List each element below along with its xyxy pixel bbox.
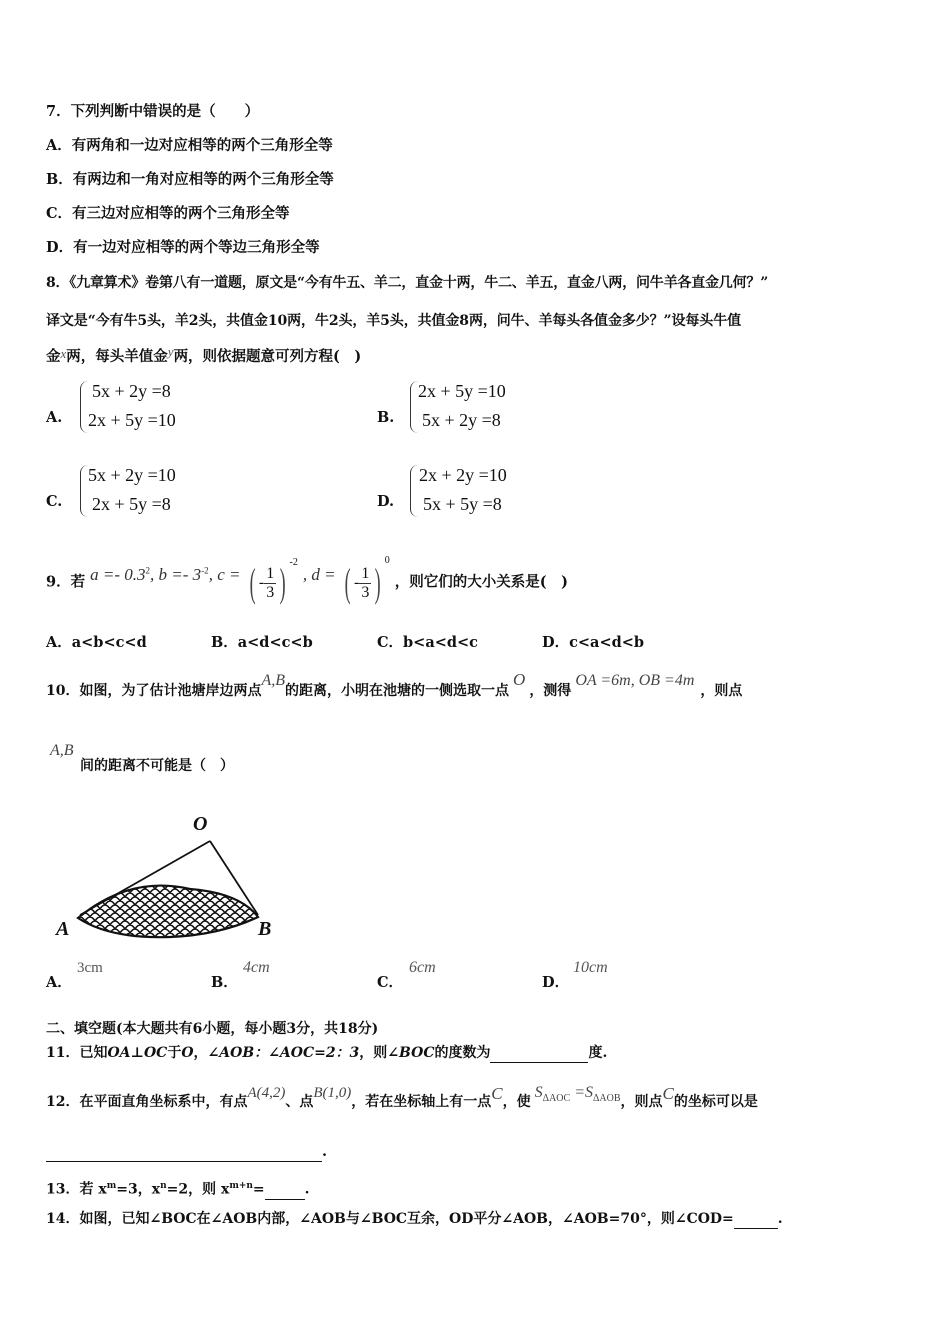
q8-option-d-label[interactable]: D. — [377, 493, 395, 510]
option-text: c<a<d<b — [569, 634, 645, 651]
right-paren-icon: ) — [375, 560, 382, 606]
q14-text: 14．如图，已知∠BOC在∠AOB内部，∠AOB与∠BOC互余，OD平分∠AOB，∠AOB=70°，则∠COD= — [46, 1211, 734, 1227]
option-label: B． — [46, 171, 73, 188]
option-text: 有两边和一角对应相等的两个三角形全等 — [72, 171, 334, 188]
q12-end: . — [322, 1143, 328, 1160]
expr-a: a =- 0.3 — [90, 564, 146, 584]
q11-text: 的度数为 — [434, 1045, 491, 1061]
expr-b: , b =- 3 — [150, 564, 202, 584]
q9-suffix: ，则它们的大小关系是( ) — [394, 573, 568, 591]
option-label: D． — [542, 634, 570, 651]
q7-option-b[interactable] — [46, 170, 334, 190]
q9-option-a[interactable] — [46, 633, 147, 653]
equation-2: 2x + 5y =10 — [88, 410, 176, 430]
option-text: 有三边对应相等的两个三角形全等 — [72, 205, 290, 222]
q10-option-c-value: 6cm — [409, 959, 436, 976]
q10-option-d[interactable] — [542, 973, 569, 993]
option-label: C． — [377, 974, 404, 991]
option-text: 有一边对应相等的两个等边三角形全等 — [73, 239, 320, 256]
var-y: y — [167, 344, 174, 359]
q8-text: 两，每头羊值金 — [66, 348, 168, 365]
q13-text: 13．若 x — [46, 1181, 107, 1198]
exp-d: 0 — [384, 554, 390, 566]
q8-line2: 译文是“今有牛5头，羊2头，共值金10两，牛2头，羊5头，共值金8两，问牛、羊每头各值金多少？”设每头牛值 — [46, 313, 741, 329]
q10-option-c[interactable] — [377, 973, 403, 993]
exp-b: -2 — [201, 565, 209, 575]
minus-sign: - — [258, 573, 265, 591]
measurements: OA =6m, OB =4m — [575, 672, 695, 689]
fraction — [359, 565, 371, 602]
q8-option-a-label[interactable]: A. — [46, 409, 63, 426]
option-label: B． — [211, 974, 238, 991]
equation-2: 5x + 2y =8 — [422, 410, 501, 430]
q12-text: ，则点 — [620, 1094, 663, 1110]
q12-text: 12．在平面直角坐标系中，有点 — [46, 1094, 248, 1110]
q10-option-d-value: 10cm — [573, 959, 608, 976]
label-o: O — [193, 813, 208, 835]
q8-text: 金 — [46, 348, 61, 365]
q10-text: ，测得 — [529, 683, 572, 699]
point-a: A(4,2) — [247, 1085, 286, 1101]
q10-text: ，则点 — [700, 683, 743, 699]
equation-1: 2x + 5y =10 — [418, 381, 506, 401]
q8-option-b-label[interactable]: B. — [377, 409, 395, 426]
exp-a: 2 — [145, 565, 151, 575]
q12-stem — [46, 1084, 758, 1118]
minus-sign: - — [354, 573, 360, 591]
fraction — [264, 565, 276, 602]
answer-blank[interactable] — [734, 1212, 778, 1229]
q10-stem-line2: 间的距离不可能是（ ） — [80, 758, 234, 774]
q11-point-o: O — [181, 1045, 194, 1061]
q11-ratio: ∠AOB：∠AOC=2：3 — [207, 1045, 360, 1061]
q12-answer-line — [46, 1142, 327, 1162]
q10-text: 10．如图，为了估计池塘岸边两点 — [46, 683, 262, 699]
q12-text: ，使 — [502, 1094, 531, 1110]
exp-m: m — [106, 1181, 117, 1191]
fraction-d — [341, 558, 385, 608]
q11-stem — [46, 1043, 607, 1063]
equation-1: 2x + 2y =10 — [419, 465, 507, 485]
label-b: B — [258, 918, 272, 940]
q9-stem — [46, 552, 568, 606]
point-o: O — [513, 670, 526, 689]
q13-text: = — [252, 1181, 265, 1198]
s1-sub: ΔAOC — [542, 1093, 571, 1105]
point-b: B(1,0) — [313, 1085, 352, 1101]
denominator: 3 — [361, 583, 370, 601]
left-paren-icon: ( — [249, 560, 256, 606]
q7-option-a[interactable] — [46, 136, 333, 156]
option-label: C． — [377, 634, 404, 651]
option-label: A． — [46, 137, 72, 154]
q7-option-c[interactable] — [46, 204, 290, 224]
equation-2: 2x + 5y =8 — [92, 494, 171, 514]
label-a: A — [56, 918, 70, 940]
equation-1: 5x + 2y =8 — [92, 381, 171, 401]
q8-line1: 8．《九章算术》卷第八有一道题，原文是“今有牛五、羊二，直金十两，牛二、羊五，直金八两，问牛羊各直金几何？” — [46, 275, 769, 291]
q9-option-d[interactable] — [542, 633, 644, 653]
answer-blank[interactable] — [46, 1145, 322, 1162]
s2: S — [584, 1084, 593, 1101]
q11-text: 于 — [167, 1045, 182, 1061]
option-label: B． — [211, 634, 238, 651]
s1: S — [534, 1084, 543, 1101]
points-ab-line2: A,B — [50, 742, 74, 759]
q11-text: ， — [193, 1045, 208, 1061]
expr-c: , c = — [208, 564, 241, 584]
q12-text: 的坐标可以是 — [673, 1094, 758, 1110]
option-label: D． — [542, 974, 570, 991]
denominator: 3 — [266, 583, 275, 601]
q8-line3 — [46, 344, 362, 367]
point-c: C — [491, 1084, 503, 1103]
q13-stem — [46, 1176, 310, 1200]
q14-end: . — [777, 1211, 783, 1227]
option-text: 有两角和一边对应相等的两个三角形全等 — [71, 137, 333, 154]
point-c: C — [662, 1084, 674, 1103]
q10-option-b-value: 4cm — [243, 959, 270, 976]
q13-text: =3，x — [116, 1181, 161, 1198]
q9-option-c[interactable] — [377, 633, 478, 653]
area-equation — [531, 1084, 621, 1105]
exp-c: -2 — [289, 556, 298, 568]
q10-option-a[interactable] — [46, 973, 72, 993]
answer-blank[interactable] — [490, 1046, 588, 1063]
q14-stem — [46, 1209, 783, 1229]
left-paren-icon: ( — [344, 560, 351, 606]
option-label: A． — [46, 974, 72, 991]
q7-stem: 7．下列判断中错误的是（ ） — [46, 103, 260, 120]
exp-m-plus-n: m+n — [229, 1181, 253, 1191]
s2-sub: ΔAOB — [592, 1093, 621, 1105]
numerator: 1 — [266, 564, 275, 582]
equation-2: 5x + 5y =8 — [423, 494, 502, 514]
fraction-c — [246, 558, 290, 608]
option-label: C． — [46, 205, 73, 222]
section-2-title: 二、填空题(本大题共有6小题，每小题3分，共18分) — [46, 1021, 379, 1037]
q13-end: . — [304, 1181, 310, 1198]
option-label: D． — [46, 239, 74, 256]
option-label: A． — [46, 634, 72, 651]
option-text: a<b<c<d — [71, 634, 147, 651]
exp-n: n — [160, 1181, 167, 1191]
q10-option-a-value: 3cm — [77, 960, 103, 976]
q8-text: 两，则依据题意可列方程( ) — [173, 348, 362, 365]
numerator: 1 — [361, 564, 370, 582]
answer-blank[interactable] — [265, 1183, 305, 1200]
equation-1: 5x + 2y =10 — [88, 465, 176, 485]
q9-expression — [90, 565, 240, 584]
q10-option-b[interactable] — [211, 973, 238, 993]
var-x: x — [60, 346, 67, 361]
q12-text: ，若在坐标轴上有一点 — [351, 1094, 492, 1110]
expr-d: , d = — [302, 564, 336, 584]
right-paren-icon: ) — [279, 560, 286, 606]
q9-option-b[interactable] — [211, 633, 313, 653]
points-ab: A,B — [261, 672, 286, 689]
q11-text: 11．已知 — [46, 1045, 108, 1061]
q11-text: 度. — [588, 1045, 608, 1061]
pond-shape — [78, 886, 258, 938]
q9-prefix: 9．若 — [46, 573, 86, 591]
q10-stem-line1 — [46, 670, 743, 701]
pond-figure — [50, 805, 290, 945]
option-text: a<d<c<b — [237, 634, 313, 651]
brace-icon — [410, 465, 419, 517]
q11-perp: OA⊥OC — [107, 1045, 168, 1061]
option-text: b<a<d<c — [403, 634, 478, 651]
q10-text: 的距离，小明在池塘的一侧选取一点 — [285, 683, 510, 699]
q13-text: =2，则 x — [166, 1181, 230, 1198]
q12-text: 、点 — [285, 1094, 314, 1110]
q8-option-c-label[interactable]: C. — [46, 493, 63, 510]
q7-option-d[interactable] — [46, 238, 320, 258]
q11-text: ，则 — [359, 1045, 388, 1061]
equals: = — [570, 1084, 585, 1101]
q11-angle-boc: ∠BOC — [387, 1045, 435, 1061]
